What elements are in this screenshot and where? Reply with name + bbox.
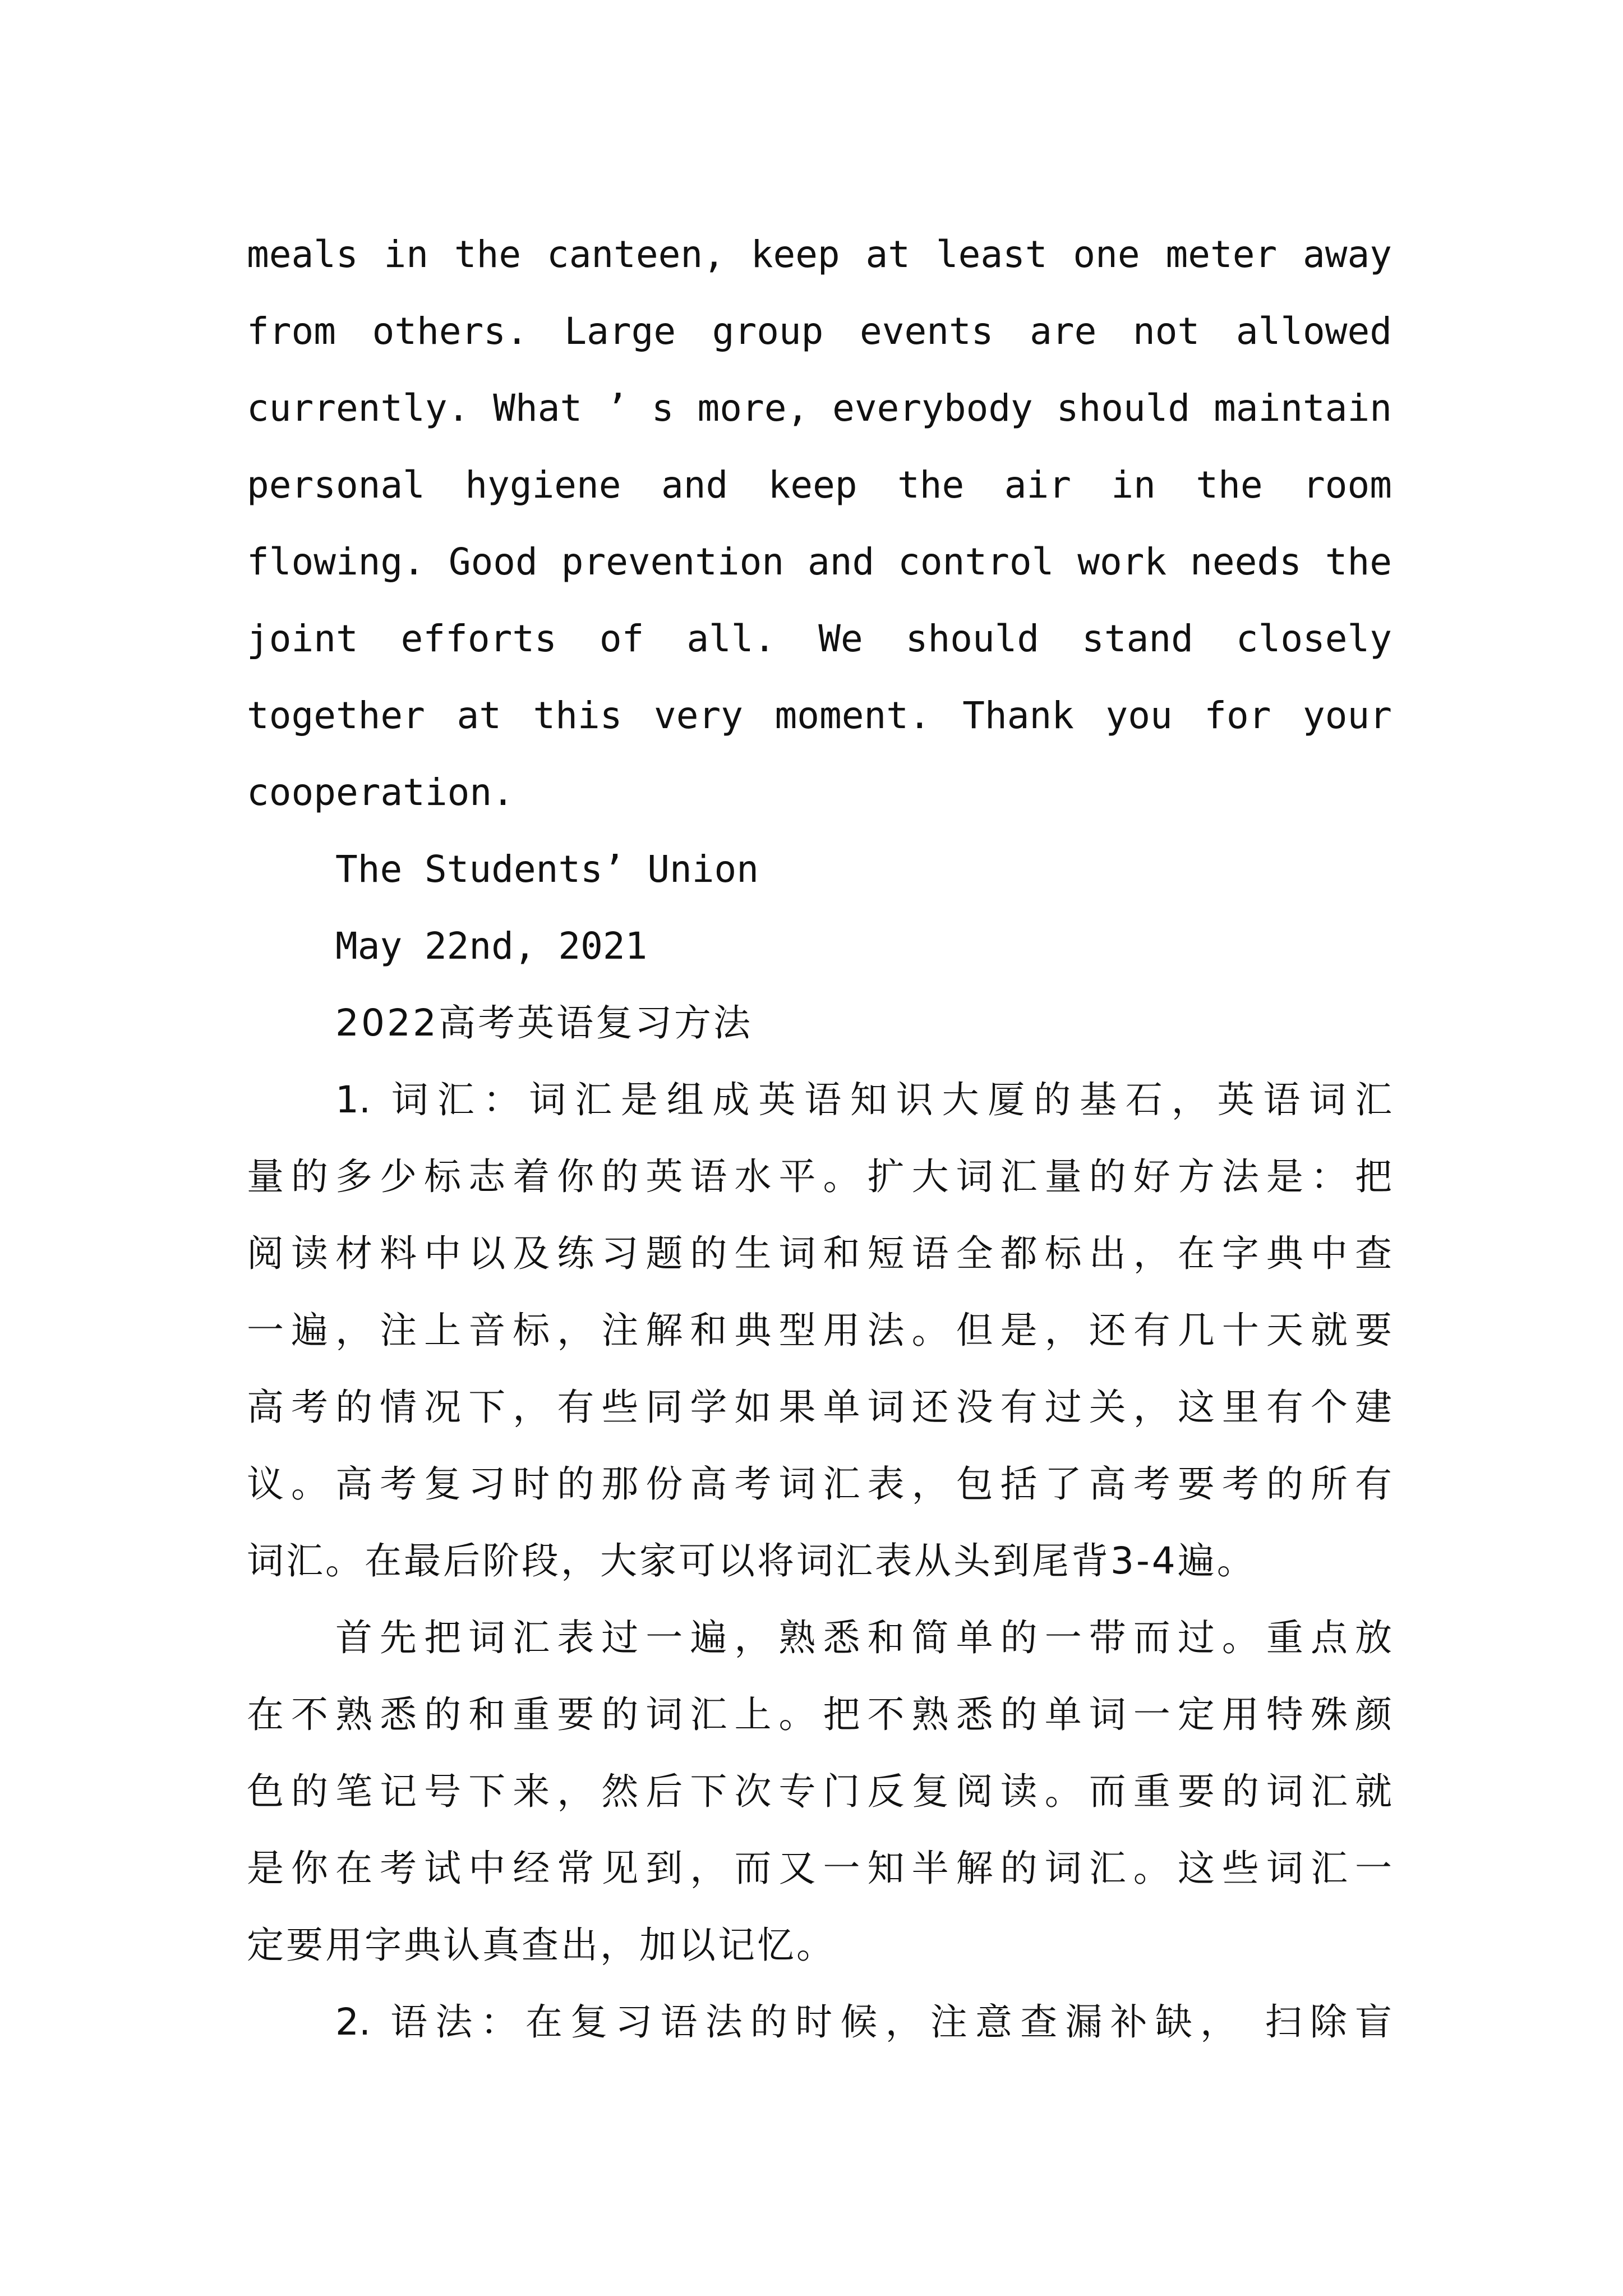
english-paragraph-line-6: joint efforts of all. We should stand closely <box>247 617 1392 660</box>
vocab-paragraph-line-3: 阅读材料中以及练习题的生词和短语全都标出，在字典中查 <box>247 1232 1392 1275</box>
english-paragraph-line-7: together at this very moment. Thank you for your <box>247 694 1392 737</box>
english-paragraph-line-3: currently. What ’ s more, everybody should maintain <box>247 386 1392 430</box>
vocab-paragraph-line-2: 量的多少标志着你的英语水平。扩大词汇量的好方法是：把 <box>247 1155 1392 1198</box>
english-paragraph-line-8: cooperation. <box>247 771 514 814</box>
english-paragraph-line-4: personal hygiene and keep the air in the room <box>247 463 1392 507</box>
vocab-paragraph-line-5: 高考的情况下，有些同学如果单词还没有过关，这里有个建 <box>247 1386 1392 1429</box>
vocab-paragraph-2-line-5: 定要用字典认真查出，加以记忆。 <box>247 1924 836 1967</box>
document-body <box>247 216 1392 2060</box>
vocab-paragraph-line-7: 词汇。在最后阶段，大家可以将词汇表从头到尾背3-4遍。 <box>247 1539 1256 1582</box>
vocab-paragraph-2-line-4: 是你在考试中经常见到，而又一知半解的词汇。这些词汇一 <box>247 1847 1392 1890</box>
section-title: 2022高考英语复习方法 <box>335 1001 753 1045</box>
vocab-paragraph-2-line-3: 色的笔记号下来，然后下次专门反复阅读。而重要的词汇就 <box>247 1770 1392 1813</box>
english-paragraph-line-1: meals in the canteen, keep at least one meter away <box>247 233 1392 276</box>
grammar-paragraph-line-1: 2. 语法：在复习语法的时候，注意查漏补缺， 扫除盲 <box>335 2000 1392 2044</box>
vocab-paragraph-line-1: 1. 词汇：词汇是组成英语知识大厦的基石，英语词汇 <box>335 1078 1392 1121</box>
letter-date: May 22nd, 2021 <box>335 924 648 968</box>
english-paragraph-line-5: flowing. Good prevention and control work needs the <box>247 540 1392 583</box>
vocab-paragraph-2-line-2: 在不熟悉的和重要的词汇上。把不熟悉的单词一定用特殊颜 <box>247 1693 1392 1736</box>
vocab-paragraph-line-4: 一遍，注上音标，注解和典型用法。但是，还有几十天就要 <box>247 1309 1392 1352</box>
vocab-paragraph-line-6: 议。高考复习时的那份高考词汇表，包括了高考要考的所有 <box>247 1462 1392 1506</box>
signature: The Students’ Union <box>335 848 759 891</box>
vocab-paragraph-2-line-1: 首先把词汇表过一遍，熟悉和简单的一带而过。重点放 <box>335 1616 1392 1659</box>
english-paragraph-line-2: from others. Large group events are not allowed <box>247 310 1392 353</box>
